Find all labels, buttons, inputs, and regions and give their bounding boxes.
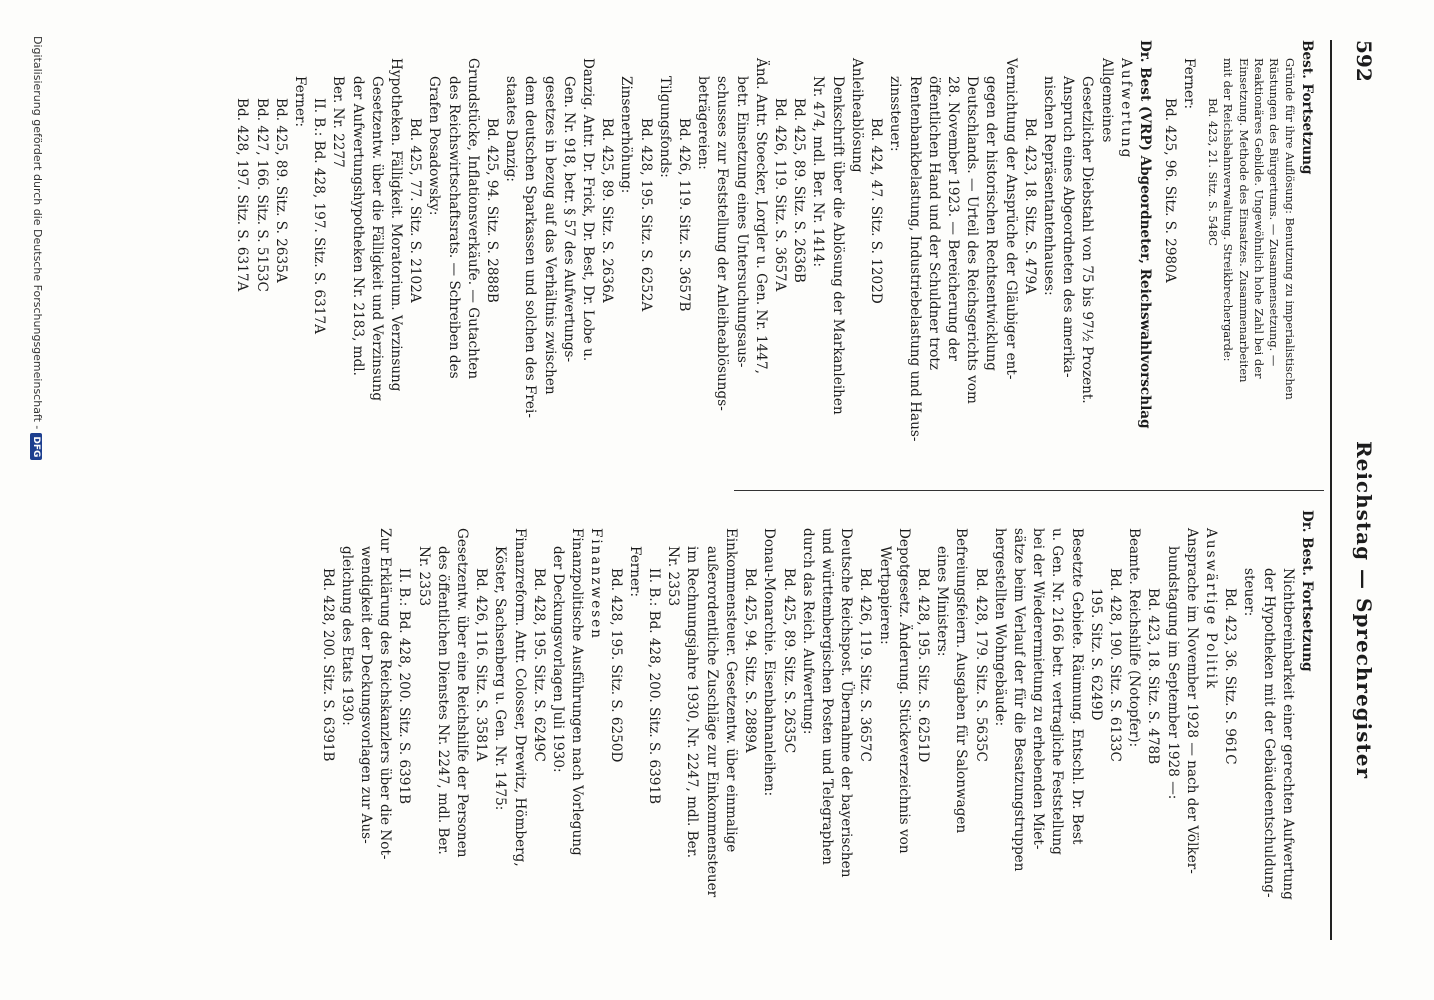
register-line: Wertpapieren: [876,546,893,645]
register-line: Bd. 425, 94. Sitz. S. 2888B [484,118,501,303]
page-header [1330,40,1376,940]
register-line: Beamte. Reichshilfe (Notopfer): [1126,528,1143,748]
register-line: Deutschlands. — Urteil des Reichsgerichts vom [964,76,981,404]
register-line: Denkschrift über die Ablösung der Markanleihen [829,76,846,415]
register-line: Zinsenerhöhung: [618,76,635,194]
register-line: Reaktionäres Gebilde. Ungewöhnlich hohe Zahl bei der [1251,58,1266,379]
register-line: gegen der historischen Rechtsentwicklung [983,76,1000,371]
register-line: durch das Reich. Aufwertung: [799,528,816,735]
register-line: zinssteuer: [887,76,904,152]
register-line: Bd. 428, 179. Sitz. S. 5635C [972,568,989,762]
register-line: Gen. Nr. 918, betr. § 57 des Aufwertungs- [560,76,577,363]
register-line: Bd. 428, 197. Sitz. S. 6317A [234,98,251,292]
register-line: Vernichtung der Ansprüche der Gläubiger ent- [1002,58,1019,380]
register-line: Ferner: [292,76,309,128]
register-line: Depotgesetz. Änderung. Stückeverzeichnis von [895,528,912,854]
register-line: Rüstungen des Bürgertums. — Zusammensetzung. — [1267,58,1282,367]
register-line: bei der Wiederermietung zu erhebenden Miet- [1030,528,1047,850]
register-line: Bd. 428, 190. Sitz. S. 6133C [1106,568,1123,762]
header-rule [1330,40,1332,940]
register-line: 195. Sitz. S. 6249D [1087,588,1104,721]
register-line: Köster, Sachsenberg u. Gen. Nr. 1475: [492,546,509,811]
register-line: Bd. 428, 200. Sitz. S. 6391B [319,568,336,762]
register-line: Bd. 423, 18. Sitz. S. 479A [1021,118,1038,295]
register-line: Gesetzentw. über die Fälligkeit und Verzinsung [368,76,385,402]
register-line: wendigkeit der Deckungsvorlagen zur Aus- [358,546,375,844]
register-line: Bd. 426, 119. Sitz. S. 3657C [857,568,874,762]
register-line: Danzig. Antr. Dr. Frick, Dr. Best, Dr. Lobe u. [580,58,597,362]
register-line: Bd. 425, 89. Sitz. S. 2635A [272,98,289,283]
register-line: gleichung des Etats 1930: [338,546,355,726]
register-line: eines Ministers: [934,546,951,657]
register-line: Grundstücke, Inflationsverkäufe. — Gutachten [464,58,481,380]
register-line: II. B.: Bd. 428, 200. Sitz. S. 6391B [396,568,413,805]
register-line: Grafen Posadowsky: [426,76,443,216]
register-line: Tilgungsfonds: [656,76,673,178]
register-line: Ber. Nr. 2277 [330,76,347,168]
page-number: 592 [1352,40,1376,82]
register-line: Bd. 423, 36. Sitz. S. 961C [1222,588,1239,765]
register-line: bundstagung im September 1928 —: [1164,546,1181,800]
register-line: II. B.: Bd. 428, 200. Sitz. S. 6391B [646,568,663,805]
register-line: nischen Repräsentantenhauses: [1040,76,1057,296]
register-line: Bd. 426, 116. Sitz. S. 3581A [473,568,490,762]
column-divider [734,490,1324,491]
register-line: Befreiungsfeiern. Ausgaben für Salonwagen [953,528,970,834]
register-line: Aufwertung [1117,58,1134,160]
register-line: Bd. 425, 77. Sitz. S. 2102A [407,118,424,303]
register-line: Gesetzentw. über eine Reichshilfe der Personen [454,528,471,858]
footer-text: Digitalisierung gefördert durch die Deutsche Forschungsgemeinschaft - [31,36,44,430]
register-line: Ferner: [626,546,643,598]
register-line: Dr. Best (VRP) Abgeordneter, Reichswahlvorschlag [1136,40,1153,429]
register-line: Bd. 426, 119. Sitz. S. 3657B [676,118,693,312]
register-line: sätze beim Verlauf der für die Besatzungstruppen [1010,528,1027,872]
register-line: u. Gen. Nr. 2166 betr. vertragliche Feststellung [1049,528,1066,855]
register-line: Bd. 425, 89. Sitz. S. 2635C [780,568,797,754]
register-line: Bd. 425, 96. Sitz. S. 2980A [1162,98,1179,283]
register-line: Bd. 428, 195. Sitz. S. 6251D [914,568,931,763]
register-line: Allgemeines [1098,58,1115,143]
register-line: hergestellten Wohngebäude: [991,528,1008,727]
register-line: Bd. 424, 47. Sitz. S. 1202D [868,118,885,304]
register-line: Finanzreform. Antr. Colosser, Drewitz, Hömberg, [511,528,528,867]
register-line: Anspruch eines Abgeordneten des amerika- [1060,76,1077,378]
register-line: Bd. 423, 18. Sitz. S. 478B [1145,588,1162,765]
register-line: dem deutschen Sparkassen und solchen des Frei- [522,76,539,418]
register-line: Bd. 428, 195. Sitz. S. 6250D [607,568,624,763]
register-line: Gesetzlicher Diebstahl von 75 bis 97½ Prozent. [1079,76,1096,404]
register-line: Bd. 428, 195. Sitz. S. 6249C [530,568,547,762]
register-line: Änd. Antr. Stoecker, Lorgler u. Gen. Nr. 1447, [752,58,769,374]
register-line: der Aufwertungshypotheken Nr. 2183, mdl. [349,76,366,376]
register-line: des öffentlichen Dienstes Nr. 2247, mdl. Ber. [434,546,451,855]
register-line: Gründe für ihre Auflösung: Benutzung zu imperialistischen [1282,58,1297,400]
register-line: Anleiheablösung [848,58,865,173]
register-line: Hypotheken. Fälligkeit. Moratorium. Verzinsung [388,58,405,392]
register-line: Auswärtige Politik [1202,528,1219,691]
register-line: 28. November 1923. — Bereicherung der [944,76,961,361]
register-line: Dr. Best. Fortsetzung [1299,510,1315,672]
register-line: Nichtbereinbarkeit einer gerechten Aufwertung [1279,568,1296,900]
right-column [317,510,1316,940]
register-line: Bd. 425, 89. Sitz. S. 2636A [599,118,616,303]
register-line: außerordentliche Zuschläge zur Einkommensteuer [703,546,720,898]
register-line: II. B.: Bd. 428, 197. Sitz. S. 6317A [311,98,328,334]
register-line: Finanzpolitische Ausführungen nach Vorlegung [569,528,586,856]
register-line: Besetzte Gebiete. Räumung. Entschl. Dr. Best [1068,528,1085,845]
register-line: Zur Erklärung des Reichskanzlers über die Not- [377,528,394,860]
register-line: Bd. 427, 166. Sitz. S. 5153C [253,98,270,292]
register-line: betr. Einsetzung eines Untersuchungsaus- [733,76,750,368]
register-line: gesetzes in bezug auf das Verhältnis zwischen [541,76,558,395]
register-line: staates Danzig: [503,76,520,183]
running-title: Reichstag — Sprechregister [1352,440,1376,780]
register-line: des Reichswirtschaftsrats. — Schreiben des [445,76,462,379]
register-line: beträgereien: [695,76,712,170]
register-line: Bd. 425, 94. Sitz. S. 2889A [742,568,759,753]
register-line: der Hypotheken mit der Gebäudeentschuldung- [1260,568,1277,898]
register-line: der Deckungsvorlagen Juli 1930: [550,546,567,773]
register-line: und württembergischen Posten und Telegraphen [818,528,835,865]
register-line: Bd. 425, 89. Sitz. S. 2636B [791,98,808,283]
register-line: Einsetzung. Methode des Einsatzes. Zusammenarbeiten [1236,58,1251,383]
register-line: Einkommensteuer. Gesetzentw. über einmalige [722,528,739,853]
register-line: im Rechnungsjahre 1930, Nr. 2247, mdl. Ber. [684,546,701,859]
register-line: Donau-Monarchie. Eisenbahnanleihen: [761,528,778,797]
dfg-logo: DFG [30,433,42,460]
register-line: Bd. 423, 21. Sitz. S. 548C [1205,98,1220,246]
register-line: Finanzwesen [588,528,605,641]
digitization-footer [30,36,44,460]
register-line: schusses zur Feststellung der Anleiheablösungs- [714,76,731,411]
register-line: Nr. 2353 [665,546,682,607]
register-line: Ansprache im November 1928 — nach der Völker- [1183,528,1200,874]
register-line: Bd. 426, 119. Sitz. S. 3657A [772,98,789,292]
register-line: Deutsche Reichspost. Übernahme der bayerischen [838,528,855,878]
register-line: mit der Reichsbahnverwaltung. Streikbrechergarde: [1221,58,1236,362]
register-line: Ferner: [1181,58,1198,110]
register-line: Nr. 2353 [415,546,432,607]
register-line: steuer: [1241,568,1258,617]
register-line: öffentlichen Hand und der Schuldner trotz [925,76,942,370]
left-column [232,40,1316,470]
register-line: Best. Fortsetzung [1299,40,1315,175]
register-line: Rentenbankbelastung, Industriebelastung und Haus- [906,76,923,442]
register-line: Bd. 428, 195. Sitz. S. 6252A [637,118,654,312]
register-line: Nr. 474, mdl. Ber. Nr. 1414: [810,76,827,268]
